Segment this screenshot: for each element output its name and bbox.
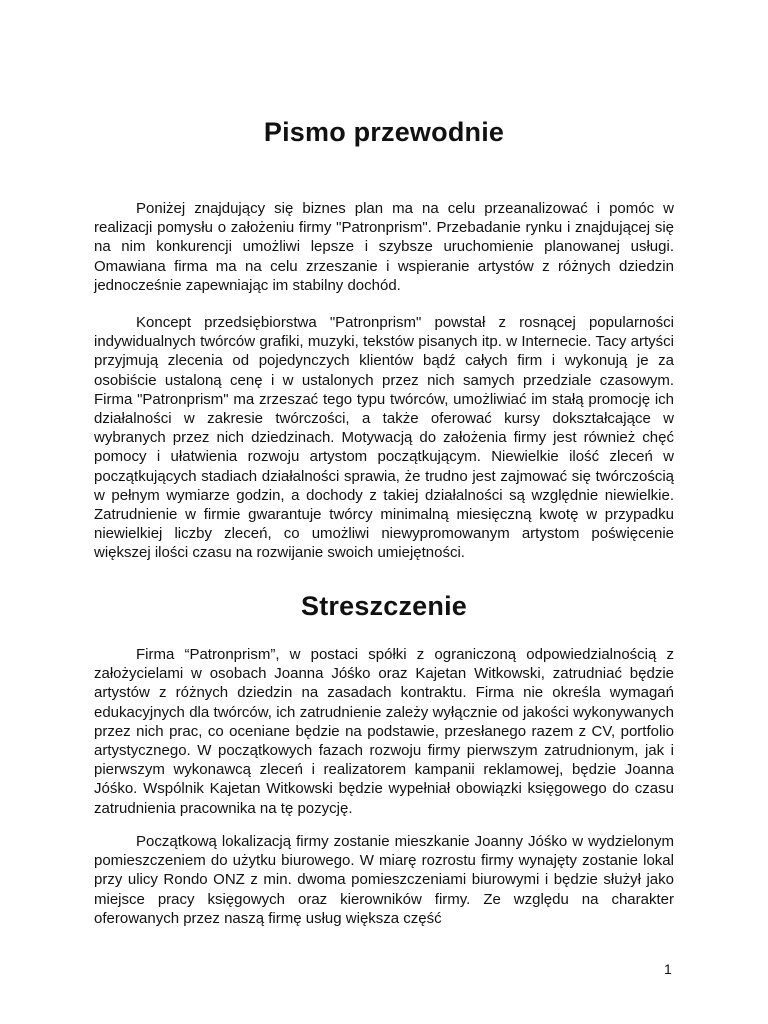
paragraph-summary-1: Firma “Patronprism”, w postaci spółki z ograniczoną odpowiedzialnością z założycielami w osobach Joanna Jóśko oraz Kajetan Witkowski, zatrudniać będzie artystów z różnych dziedzin na zasadach kontraktu. Firma nie określa wymagań edukacyjnych dla twórców, ich zatrudnienie zależy wyłącznie od jakości wykonywanych przez nich prac, co oceniane będzie na podstawie, przesłanego razem z CV, portfolio artystycznego. W początkowych fazach rozwoju firmy pierwszym zatrudnionym, jak i pierwszym wykonawcą zleceń i realizatorem kampanii reklamowej, będzie Joanna Jóśko. Wspólnik Kajetan Witkowski będzie wypełniał obowiązki księgowego do czasu zatrudnienia pracownika na tę pozycję.	[94, 646, 674, 817]
page-number: 1	[664, 961, 672, 977]
paragraph-summary-2: Początkową lokalizacją firmy zostanie mieszkanie Joanny Jóśko w wydzielonym pomieszczeniem do użytku biurowego. W miarę rozrostu firmy wynajęty zostanie lokal przy ulicy Rondo ONZ z min. dwoma pomieszczeniami biurowymi i będzie służył jako miejsce pracy księgowych oraz kierowników firmy. Ze względu na charakter oferowanych przez naszą firmę usług większa część	[94, 833, 674, 927]
paragraph-cover-letter-2: Koncept przedsiębiorstwa "Patronprism" powstał z rosnącej popularności indywidualnych twórców grafiki, muzyki, tekstów pisanych itp. w Internecie. Tacy artyści przyjmują zlecenia od pojedynczych klientów bądź całych firm i wykonują je za osobiście ustaloną cenę i w ustalonych przez nich samych przedziale czasowym. Firma "Patronprism" ma zrzeszać tego typu twórców, umożliwiać im stałą promocję ich działalności w zakresie twórczości, a także oferować kursy dokształcające w wybranych przez nich dziedzinach. Motywacją do założenia firmy jest również chęć pomocy i ułatwienia rozwoju artystom początkującym. Niewielkie ilość zleceń w początkujących stadiach działalności sprawia, że trudno jest zajmować się twórczością w pełnym wymiarze godzin, a dochody z takiej działalności są względnie niewielkie. Zatrudnienie w firmie gwarantuje twórcy minimalną miesięczną kwotę w przypadku niewielkiej liczby zleceń, co umożliwi niewypromowanym artystom poświęcenie większej ilości czasu na rozwijanie swoich umiejętności.	[94, 314, 674, 562]
paragraph-cover-letter-1: Poniżej znajdujący się biznes plan ma na celu przeanalizować i pomóc w realizacji pomysłu o założeniu firmy "Patronprism". Przebadanie rynku i znajdującej się na nim konkurencji umożliwi lepsze i szybsze uruchomienie planowanej usługi. Omawiana firma ma na celu zrzeszanie i wspieranie artystów z różnych dziedzin jednocześnie zapewniając im stabilny dochód.	[94, 200, 674, 294]
section-heading-cover-letter: Pismo przewodnie	[263, 117, 505, 147]
section-heading-summary: Streszczenie	[301, 591, 467, 621]
